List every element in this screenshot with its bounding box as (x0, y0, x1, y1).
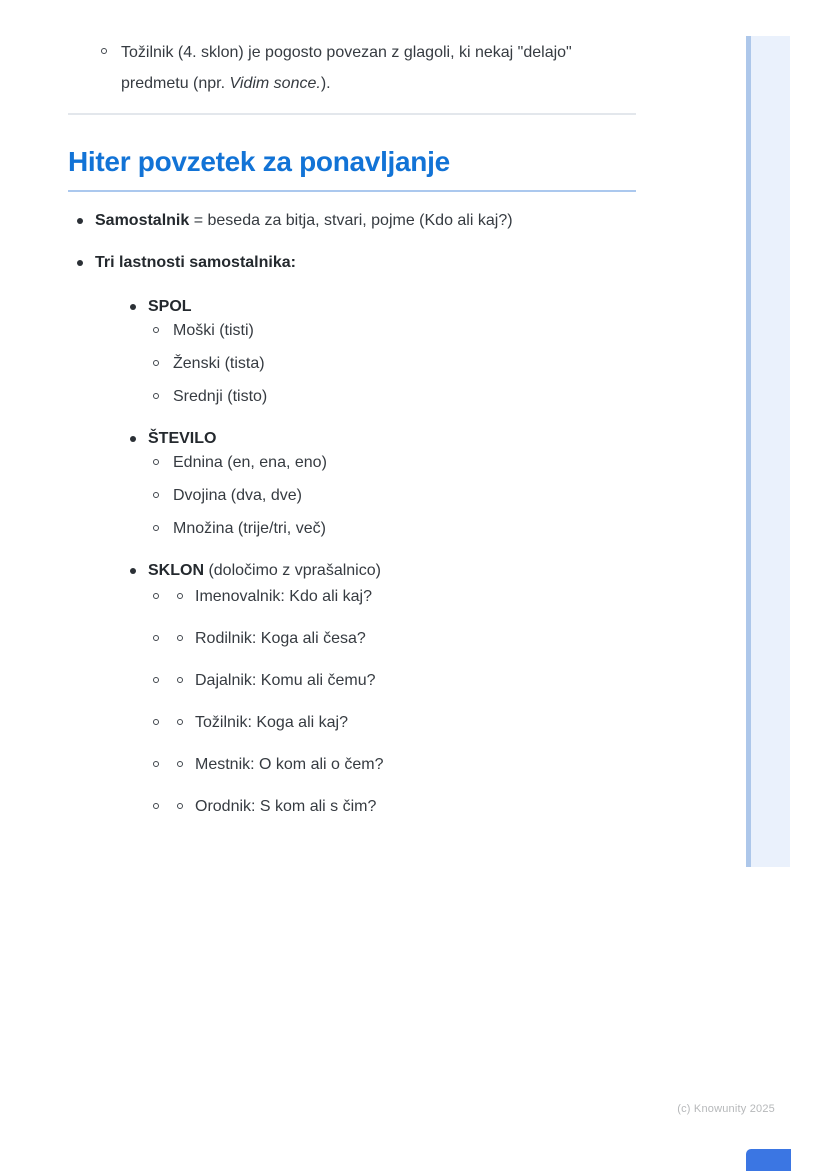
spol-sublist (148, 321, 636, 407)
sub-item-text: Orodnik: S kom ali s čim? (195, 798, 377, 815)
properties-list (95, 297, 636, 817)
list-item-stevilo (95, 429, 636, 539)
circle-bullet-icon (153, 677, 159, 683)
disc-bullet-icon (77, 260, 83, 266)
property-label: ŠTEVILO (148, 430, 217, 447)
circle-bullet-icon (101, 48, 107, 54)
intro-text-before: Tožilnik (4. sklon) je pogosto povezan z glagoli, ki nekaj "delajo" predmetu (npr. (121, 44, 572, 92)
sub-item-text: Srednji (tisto) (173, 388, 268, 405)
sub-item-text: Rodilnik: Koga ali česa? (195, 630, 366, 647)
circle-bullet-icon (153, 492, 159, 498)
disc-bullet-icon (130, 436, 136, 442)
list-item (148, 671, 636, 691)
list-item (148, 519, 636, 539)
disc-bullet-icon (77, 218, 83, 224)
list-item-sklon (95, 561, 636, 817)
intro-italic-example: Vidim sonce. (229, 75, 321, 92)
list-item (148, 321, 636, 341)
sub-item-text: Imenovalnik: Kdo ali kaj? (195, 588, 372, 605)
sub-item-text: Mestnik: O kom ali o čem? (195, 756, 384, 773)
circle-bullet-icon (177, 803, 183, 809)
section-divider (68, 113, 636, 115)
circle-bullet-icon (153, 393, 159, 399)
list-item-properties (68, 253, 636, 817)
disc-bullet-icon (130, 304, 136, 310)
sub-item-text: Dvojina (dva, dve) (173, 487, 302, 504)
circle-bullet-icon (153, 459, 159, 465)
circle-bullet-icon (153, 761, 159, 767)
sklon-sublist (148, 587, 636, 817)
section-heading: Hiter povzetek za ponavljanje (68, 146, 450, 177)
next-page-corner-accent (746, 1149, 791, 1171)
circle-bullet-icon (177, 761, 183, 767)
circle-bullet-icon (177, 593, 183, 599)
circle-bullet-icon (153, 803, 159, 809)
list-item (148, 486, 636, 506)
definition-rest: = beseda za bitja, stvari, pojme (Kdo ali kaj?) (189, 212, 513, 229)
circle-bullet-icon (153, 360, 159, 366)
circle-bullet-icon (177, 635, 183, 641)
intro-text (121, 44, 572, 92)
intro-list (68, 37, 636, 99)
stevilo-sublist (148, 453, 636, 539)
sub-item-text: Ženski (tista) (173, 355, 265, 372)
sub-item-text: Množina (trije/tri, več) (173, 520, 326, 537)
circle-bullet-icon (153, 635, 159, 641)
list-item (148, 797, 636, 817)
property-label: SKLON (148, 562, 204, 579)
definition-term: Samostalnik (95, 212, 190, 229)
list-item-definition (68, 211, 636, 231)
heading-underline (68, 190, 636, 192)
circle-bullet-icon (153, 593, 159, 599)
sub-item-text: Ednina (en, ena, eno) (173, 454, 327, 471)
circle-bullet-icon (177, 719, 183, 725)
list-item (148, 453, 636, 473)
list-item (148, 387, 636, 407)
list-item (148, 354, 636, 374)
intro-text-after: ). (320, 75, 331, 92)
circle-bullet-icon (177, 677, 183, 683)
circle-bullet-icon (153, 719, 159, 725)
summary-list (68, 211, 636, 817)
circle-bullet-icon (153, 525, 159, 531)
disc-bullet-icon (130, 568, 136, 574)
list-item (148, 629, 636, 649)
page-edge-strip (746, 36, 790, 867)
list-item-tozilnik-note (68, 37, 636, 99)
property-label: SPOL (148, 298, 192, 315)
properties-intro: Tri lastnosti samostalnika: (95, 254, 296, 271)
list-item (148, 713, 636, 733)
sub-item-text: Moški (tisti) (173, 322, 254, 339)
list-item-spol (95, 297, 636, 407)
circle-bullet-icon (153, 327, 159, 333)
sub-item-text: Tožilnik: Koga ali kaj? (195, 714, 348, 731)
sub-item-text: Dajalnik: Komu ali čemu? (195, 672, 376, 689)
list-item (148, 587, 636, 607)
property-suffix: (določimo z vprašalnico) (204, 562, 381, 579)
document-content (68, 0, 636, 839)
list-item (148, 755, 636, 775)
copyright-text: (c) Knowunity 2025 (677, 1103, 775, 1115)
